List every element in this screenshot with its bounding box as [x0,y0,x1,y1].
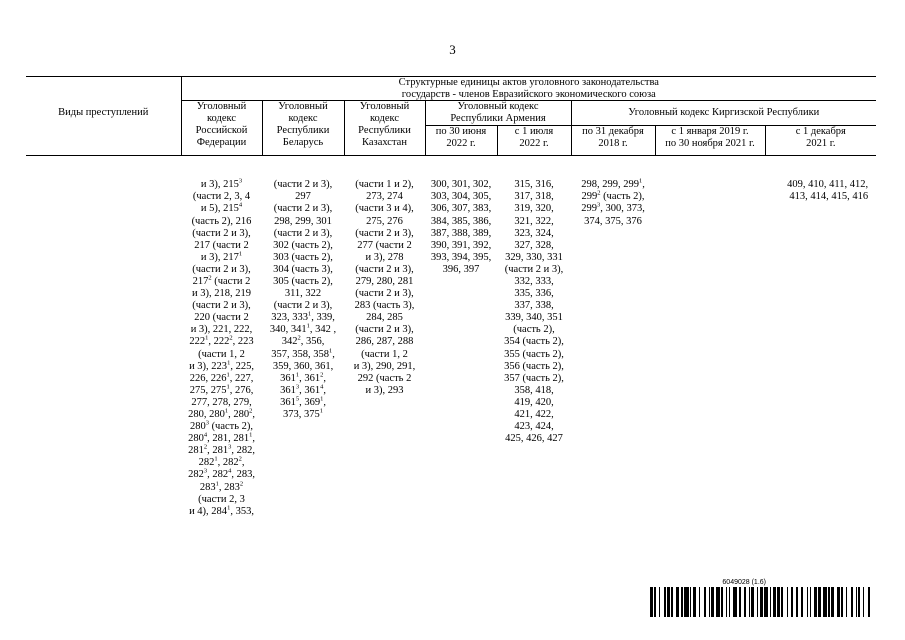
barcode-block [650,578,874,617]
superscript-index: 1 [295,371,300,379]
barcode-gap [870,587,873,617]
column-header-kg-from-2021: с 1 декабря 2021 г. [765,125,876,149]
legal-acts-group-header [181,77,876,101]
superscript-index: 1 [238,250,243,258]
superscript-index: 1 [249,431,253,439]
superscript-index: 1 [227,504,231,512]
superscript-index: 1 [205,334,209,342]
superscript-index: 2 [297,334,301,342]
cell-kg-from-2021: 409, 410, 411, 412, 413, 414, 415, 416 [787,179,869,203]
crime-correspondence-table [26,76,876,518]
superscript-index: 1 [638,177,643,185]
superscript-index: 2 [320,371,324,379]
superscript-index: 3 [596,201,601,209]
superscript-index: 1 [215,480,219,488]
cell-am-from: 315, 316, 317, 318, 319, 320, 321, 322, 323, 324, 327, 328, 329, 330, 331 (части 2 и 3), 332, 333, 335, 336, 337, 338, 339, 340, 351 (часть 2), 354 (часть 2), 355 (часть 2), 356 (часть 2), 357 (часть 2), 358, 418, 419, 420, 421, 422, 423, 424, 425, 426, 427 [504,179,564,445]
superscript-index: 3 [205,419,209,427]
superscript-index: 1 [306,322,310,330]
barcode-label: 6049028 (1.6) [722,579,766,586]
superscript-index: 2 [238,455,242,463]
superscript-index: 3 [228,443,232,451]
superscript-index: 2 [229,334,233,342]
superscript-index: 1 [319,407,323,415]
superscript-index: 3 [295,383,300,391]
superscript-index: 2 [597,189,601,197]
superscript-index: 4 [228,467,232,475]
superscript-index: 1 [320,395,324,403]
superscript-index: 1 [226,371,230,379]
crime-type-cell [26,156,181,518]
superscript-index: 1 [227,359,231,367]
superscript-index: 1 [224,407,229,415]
superscript-index: 4 [320,383,324,391]
column-header-kg-2019-2021: с 1 января 2019 г. по 30 ноября 2021 г. [655,125,765,149]
superscript-index: 4 [238,201,243,209]
cell-am-until: 300, 301, 302, 303, 304, 305, 306, 307, 383, 384, 385, 386, 387, 388, 389, 390, 391, 392, 393, 394, 395, 396, 397 [430,179,492,275]
superscript-index: 2 [239,480,244,488]
column-header-kg-until-2018: по 31 декабря 2018 г. [571,125,655,149]
superscript-index: 2 [249,407,253,415]
group-title-line-2: государств - членов Евразийского экономического союза [401,88,656,100]
table-row [26,156,876,518]
crime-type-header: Виды преступлений [26,77,181,150]
superscript-index: 1 [328,347,333,355]
cell-kz: (части 1 и 2), 273, 274 (части 3 и 4), 275, 276 (части 2 и 3), 277 (части 2 и 3), 278 (части 2 и 3), 279, 280, 281 (части 2 и 3), 283 (часть 3), 284, 285 (части 2 и 3), 286, 287, 288 (части 1, 2 и 3), 290, 291, 292 (часть 2 и 3), 293 [353,179,416,396]
column-header-by: Уголовный кодекс Республики Беларусь [262,101,344,149]
page-number: 3 [449,42,456,57]
superscript-index: 3 [238,177,243,185]
cell-kg-until-2018: 298, 299, $299^1$, $299^2$ (часть 2), $299^3$, 300, 373, 374, 375, 376 [581,177,645,227]
superscript-index: 4 [203,431,208,439]
column-header-am-until: по 30 июня 2022 г. [425,125,497,149]
column-header-rf: Уголовный кодекс Российской Федерации [181,101,262,149]
column-header-am-from: с 1 июля 2022 г. [497,125,571,149]
superscript-index: 1 [226,383,230,391]
cell-by: (части 2 и 3), 297 (части 2 и 3), 298, 299, 301 (части 2 и 3), 302 (часть 2), 303 (часть 2), 304 (часть 3), 305 (часть 2), 311, 322 (части 2 и 3), 323, $333^1$, 339, 340, $341^1$, 342 , $342^2$, 356, 357, 358, $358^1$, 359, 360, 361, $361^1$, $361^2$, $361^3$, $361^4$, $361^5$, $369^1$, 373, $375^1$ [269,179,337,420]
superscript-index: 2 [203,443,208,451]
group-title-line-1: Структурные единицы актов уголовного законодательства [398,77,659,88]
superscript-index: 3 [203,467,208,475]
column-header-kz: Уголовный кодекс Республики Казахстан [344,101,425,149]
superscript-index: 1 [214,455,218,463]
column-header-kg: Уголовный кодекс Киргизской Республики [571,101,876,125]
column-header-am: Уголовный кодекс Республики Армения [425,101,571,125]
superscript-index: 5 [295,395,300,403]
cell-rf: и 3), $215^3$ (части 2, 3, 4 и 5), $215^4$ (часть 2), 216 (части 2 и 3), 217 (части 2 и 3), $217^1$ (части 2 и 3), $217^2$ (части 2 и 3), 218, 219 (части 2 и 3), 220 (части 2 и 3), 221, 222, $222^1$, $222^2$, 223 (части 1, 2 и 3), $223^1$, 225, 226, $226^1$, 227, 275, $275^1$, 276, 277, 278, 279, 280, $280^1$, $280^2$, $280^3$ (часть 2), $280^4$, 281, $281^1$, $281^2$, $281^3$, 282, $282^1$, $282^2$, $282^3$, $282^4$, 283, $283^1$, $283^2$ (части 2, 3 и 4), $284^1$, 353, [188,177,255,517]
superscript-index: 1 [307,310,312,318]
superscript-index: 2 [208,274,212,282]
cell-kg-2019-2021 [655,156,765,518]
barcode [650,587,874,617]
